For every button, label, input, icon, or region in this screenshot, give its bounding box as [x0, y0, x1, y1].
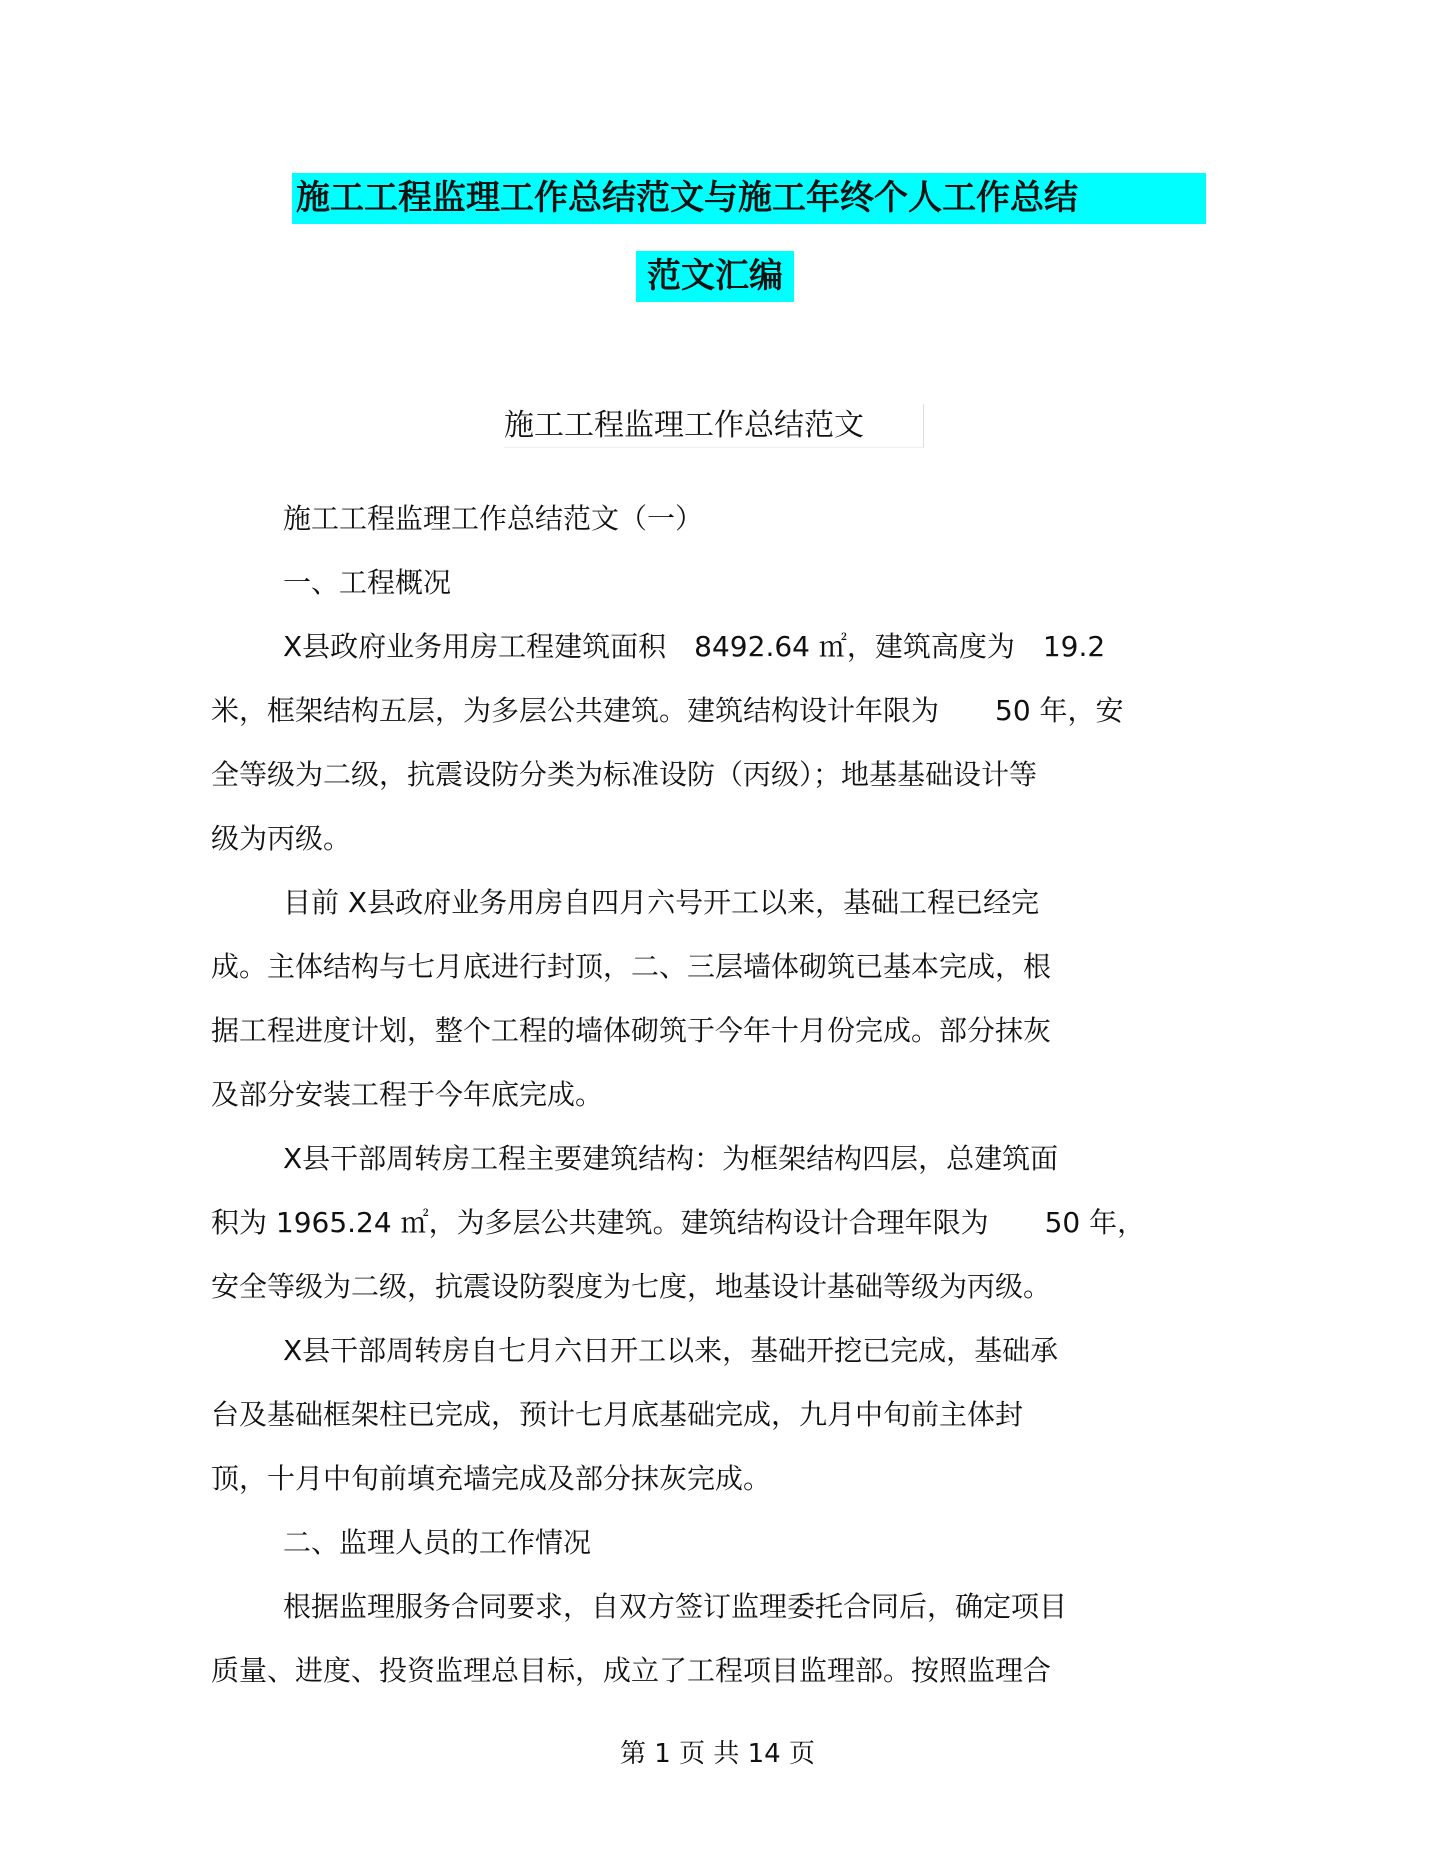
body-line: 二、监理人员的工作情况 [283, 1526, 592, 1559]
body-line: 积为 1965.24 ㎡，为多层公共建筑。建筑结构设计合理年限为 50 年， [211, 1206, 1146, 1239]
body-line: 安全等级为二级，抗震设防裂度为七度，地基设计基础等级为丙级。 [211, 1270, 1052, 1303]
body-line: X县干部周转房自七月六日开工以来，基础开挖已完成，基础承 [283, 1334, 1059, 1367]
body-line: X县政府业务用房工程建筑面积 8492.64 ㎡，建筑高度为 19.2 [283, 630, 1106, 663]
body-line: 施工工程监理工作总结范文（一） [283, 502, 704, 535]
section-subtitle: 施工工程监理工作总结范文 [504, 404, 924, 448]
body-line: 顶，十月中旬前填充墙完成及部分抹灰完成。 [211, 1462, 772, 1495]
body-line: 及部分安装工程于今年底完成。 [211, 1078, 604, 1111]
body-line: 据工程进度计划，整个工程的墙体砌筑于今年十月份完成。部分抹灰 [211, 1014, 1052, 1047]
body-line: 级为丙级。 [211, 822, 352, 855]
body-line: 目前 X县政府业务用房自四月六号开工以来，基础工程已经完 [283, 886, 1040, 919]
body-line: 质量、进度、投资监理总目标，成立了工程项目监理部。按照监理合 [211, 1654, 1052, 1687]
body-line: 一、工程概况 [283, 566, 452, 599]
document-title-line-1: 施工工程监理工作总结范文与施工年终个人工作总结 [292, 173, 1206, 224]
body-line: 全等级为二级，抗震设防分类为标准设防（丙级）；地基基础设计等 [211, 758, 1038, 791]
document-title-line-2: 范文汇编 [636, 251, 794, 302]
body-line: 根据监理服务合同要求，自双方签订监理委托合同后，确定项目 [283, 1590, 1068, 1623]
body-line: 成。主体结构与七月底进行封顶，二、三层墙体砌筑已基本完成，根 [211, 950, 1052, 983]
page-footer: 第 1 页 共 14 页 [620, 1739, 815, 1769]
body-line: X县干部周转房工程主要建筑结构：为框架结构四层，总建筑面 [283, 1142, 1059, 1175]
body-line: 米，框架结构五层，为多层公共建筑。建筑结构设计年限为 50 年，安 [211, 694, 1124, 727]
body-line: 台及基础框架柱已完成，预计七月底基础完成，九月中旬前主体封 [211, 1398, 1024, 1431]
